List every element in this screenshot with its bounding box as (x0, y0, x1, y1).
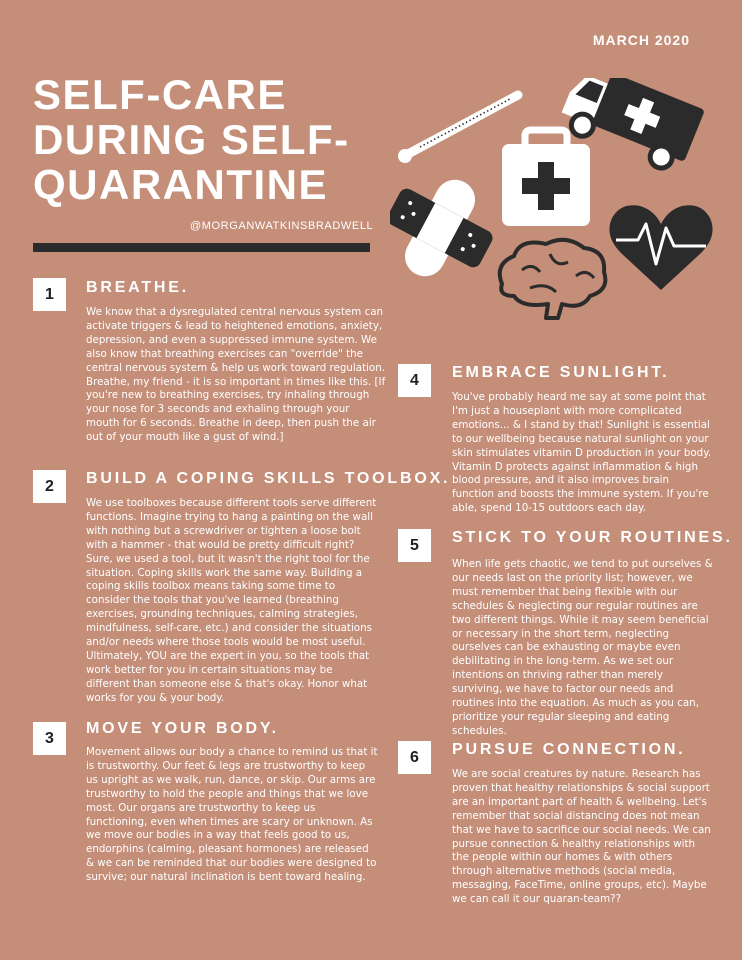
section-body: We know that a dysregulated central nervous system can activate triggers & lead to heightened emotions, anxiety, depression, and even a suppressed immune system. We also know that breathing exercises can "override" the central nervous system & help us work toward regulation. Breathe, my friend - it is so important in times like this. [If you're new to breathing exercises, try inhaling through your nose for 3 seconds and exhaling through your mouth for 6 seconds. Breathe in deep, then push the air out of your mouth like a gust of wind.] (86, 306, 386, 444)
page-title: SELF-CARE DURING SELF-QUARANTINE (33, 71, 350, 208)
date-label: MARCH 2020 (592, 32, 690, 48)
section-title: BREATHE. (86, 279, 189, 296)
divider-bar (33, 243, 370, 252)
section-number: 1 (33, 278, 66, 311)
section-title: STICK TO YOUR ROUTINES. (452, 529, 733, 546)
medical-icons (390, 78, 735, 328)
section-number: 4 (398, 364, 431, 397)
section-body: You've probably heard me say at some point that I'm just a houseplant with more complicated emotions... & I stand by that! Sunlight is essential to our wellbeing because natural sunlight on your skin stimulates vitamin D production in your body. Vitamin D protects against inflammation & high blood pressure, and it also improves brain function and boosts the immune system. If you're able, spend 10-15 outdoors each day. (452, 391, 712, 515)
section-body: We are social creatures by nature. Research has proven that healthy relationships & social support are an important part of health & wellbeing. Let's remember that social distancing does not mean that we have to sacrifice our social needs. We can pursue connection & healthy relationships with the people within our homes & with others through alternative methods (social media, messaging, FaceTime, online groups, etc). Maybe we can call it our quaran-team?? (452, 768, 711, 906)
section-number: 5 (398, 529, 431, 562)
section-number: 2 (33, 470, 66, 503)
section-title: MOVE YOUR BODY. (86, 720, 279, 737)
section-body: We use toolboxes because different tools serve different functions. Imagine trying to hang a painting on the wall with nothing but a screwdriver or tighten a loose bolt with a hammer - that would be pretty difficult right? Sure, we used a tool, but it wasn't the right tool for the situation. Coping skills work the same way. Building a coping skills toolbox means taking some time to consider the tools that you've learned (breathing exercises, grounding techniques, calming strategies, mindfulness, self-care, etc.) and consider the situations and/or needs where those tools would be most useful. Ultimately, YOU are the expert in you, so the tools that work better for you in certain situations may be different than someone else & that's okay. Honor what works for you & your body. (86, 497, 377, 704)
thermometer-icon (398, 95, 518, 163)
section-title: BUILD A COPING SKILLS TOOLBOX. (86, 470, 451, 487)
first-aid-kit-icon (502, 130, 590, 226)
heart-monitor-icon (609, 205, 712, 290)
section-body: When life gets chaotic, we tend to put ourselves & our needs last on the priority list; however, we must remember that being flexible with our schedules & neglecting our regular routines are two different things. While it may seem beneficial or necessary in the short term, neglecting ourselves can be exhausting or maybe even debilitating in the long-term. As we set our intentions on thriving rather than merely surviving, we have to factor our needs and routines into the equation. As much as you can, prioritize your regular sleeping and eating schedules. (452, 558, 713, 737)
author-handle: @MORGANWATKINSBRADWELL (190, 220, 374, 232)
section-number: 6 (398, 741, 431, 774)
brain-icon (500, 240, 606, 318)
section-body: Movement allows our body a chance to remind us that it is trustworthy. Our feet & legs are trustworthy to keep us upright as we walk, run, dance, or skip. Our arms are trustworthy to hold the people and things that we love most. Our organs are trustworthy to keep us functioning, even when times are scary or unknown. As we move our bodies in a way that feels good to us, endorphins (calming, pleasant hormones) are released & we can be reminded that our bodies were designed to survive; our natural inclination is bent toward healing. (86, 746, 378, 884)
section-title: PURSUE CONNECTION. (452, 741, 686, 758)
bandage-icon (390, 173, 495, 284)
section-title: EMBRACE SUNLIGHT. (452, 364, 670, 381)
section-number: 3 (33, 722, 66, 755)
